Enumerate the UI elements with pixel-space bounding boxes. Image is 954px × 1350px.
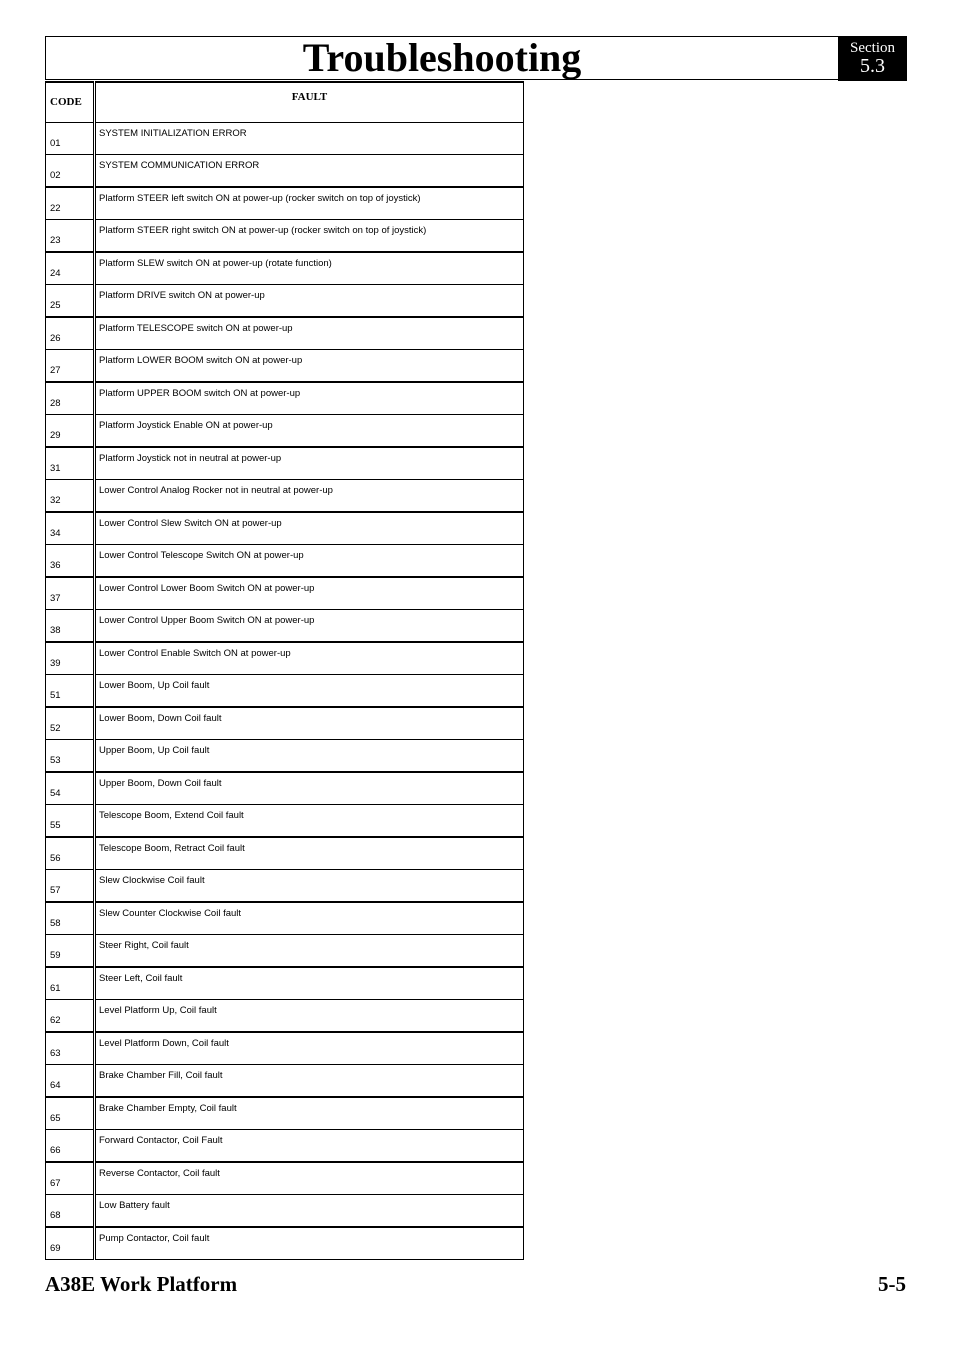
fault-code-cell: 54 (46, 772, 95, 805)
fault-code-cell: 64 (46, 1065, 95, 1098)
fault-description-cell: Platform UPPER BOOM switch ON at power-up (95, 382, 524, 415)
section-number: 5.3 (860, 55, 885, 77)
fault-code-cell: 26 (46, 317, 95, 350)
fault-code-cell: 58 (46, 902, 95, 935)
table-row (46, 837, 524, 870)
fault-description-cell: Brake Chamber Fill, Coil fault (95, 1065, 524, 1098)
fault-code-cell: 02 (46, 155, 95, 188)
fault-description-cell: Platform Joystick Enable ON at power-up (95, 415, 524, 448)
fault-description-cell: Forward Contactor, Coil Fault (95, 1130, 524, 1163)
table-row (46, 545, 524, 578)
fault-description-cell: Upper Boom, Up Coil fault (95, 740, 524, 773)
fault-description-cell: Steer Left, Coil fault (95, 967, 524, 1000)
table-row (46, 317, 524, 350)
fault-code-cell: 39 (46, 642, 95, 675)
fault-table-body (46, 122, 524, 1260)
fault-code-table (45, 81, 524, 1260)
table-row (46, 350, 524, 383)
table-row (46, 187, 524, 220)
table-row (46, 967, 524, 1000)
fault-description-cell: Lower Boom, Up Coil fault (95, 675, 524, 708)
fault-description-cell: Level Platform Down, Coil fault (95, 1032, 524, 1065)
code-column-header: CODE (46, 82, 95, 122)
fault-code-cell: 25 (46, 285, 95, 318)
table-row (46, 382, 524, 415)
fault-code-cell: 65 (46, 1097, 95, 1130)
fault-code-cell: 66 (46, 1130, 95, 1163)
fault-description-cell: Platform SLEW switch ON at power-up (rotate function) (95, 252, 524, 285)
fault-description-cell: Lower Control Telescope Switch ON at power-up (95, 545, 524, 578)
fault-code-cell: 59 (46, 935, 95, 968)
fault-description-cell: Platform STEER left switch ON at power-up (rocker switch on top of joystick) (95, 187, 524, 220)
table-row (46, 675, 524, 708)
fault-description-cell: Lower Control Enable Switch ON at power-up (95, 642, 524, 675)
table-row (46, 772, 524, 805)
table-row (46, 415, 524, 448)
fault-description-cell: Platform Joystick not in neutral at power-up (95, 447, 524, 480)
footer-product-name: A38E Work Platform (45, 1272, 238, 1296)
fault-description-cell: SYSTEM INITIALIZATION ERROR (95, 122, 524, 155)
table-row (46, 480, 524, 513)
fault-code-cell: 36 (46, 545, 95, 578)
table-row (46, 285, 524, 318)
table-row (46, 220, 524, 253)
fault-description-cell: Level Platform Up, Coil fault (95, 1000, 524, 1033)
table-row (46, 577, 524, 610)
fault-description-cell: Lower Control Lower Boom Switch ON at power-up (95, 577, 524, 610)
fault-code-cell: 37 (46, 577, 95, 610)
fault-code-cell: 38 (46, 610, 95, 643)
fault-description-cell: Lower Control Analog Rocker not in neutral at power-up (95, 480, 524, 513)
fault-description-cell: Platform STEER right switch ON at power-up (rocker switch on top of joystick) (95, 220, 524, 253)
table-row (46, 1097, 524, 1130)
footer-page-number: 5-5 (878, 1272, 906, 1296)
fault-description-cell: Telescope Boom, Retract Coil fault (95, 837, 524, 870)
fault-description-cell: Upper Boom, Down Coil fault (95, 772, 524, 805)
table-row (46, 1130, 524, 1163)
fault-code-cell: 51 (46, 675, 95, 708)
fault-code-cell: 23 (46, 220, 95, 253)
section-label: Section (850, 40, 895, 56)
table-row (46, 1162, 524, 1195)
fault-description-cell: Slew Clockwise Coil fault (95, 870, 524, 903)
table-row (46, 642, 524, 675)
fault-description-cell: SYSTEM COMMUNICATION ERROR (95, 155, 524, 188)
fault-code-cell: 24 (46, 252, 95, 285)
fault-code-cell: 28 (46, 382, 95, 415)
fault-code-cell: 63 (46, 1032, 95, 1065)
table-row (46, 902, 524, 935)
fault-description-cell: Platform LOWER BOOM switch ON at power-up (95, 350, 524, 383)
table-row (46, 1000, 524, 1033)
fault-description-cell: Lower Boom, Down Coil fault (95, 707, 524, 740)
table-row (46, 805, 524, 838)
fault-code-cell: 53 (46, 740, 95, 773)
table-row (46, 707, 524, 740)
fault-code-cell: 69 (46, 1227, 95, 1260)
fault-code-cell: 31 (46, 447, 95, 480)
fault-description-cell: Platform TELESCOPE switch ON at power-up (95, 317, 524, 350)
table-row (46, 252, 524, 285)
table-row (46, 122, 524, 155)
table-row (46, 740, 524, 773)
fault-description-cell: Lower Control Upper Boom Switch ON at power-up (95, 610, 524, 643)
fault-description-cell: Reverse Contactor, Coil fault (95, 1162, 524, 1195)
fault-code-cell: 27 (46, 350, 95, 383)
page-title: Troubleshooting (45, 36, 838, 80)
fault-code-cell: 52 (46, 707, 95, 740)
fault-code-cell: 29 (46, 415, 95, 448)
table-row (46, 1065, 524, 1098)
table-header-row (46, 82, 524, 122)
fault-code-cell: 62 (46, 1000, 95, 1033)
fault-code-cell: 57 (46, 870, 95, 903)
fault-code-cell: 01 (46, 122, 95, 155)
table-row (46, 1195, 524, 1228)
table-row (46, 870, 524, 903)
fault-code-cell: 61 (46, 967, 95, 1000)
fault-column-header: FAULT (95, 82, 524, 122)
table-row (46, 1227, 524, 1260)
table-row (46, 610, 524, 643)
table-row (46, 1032, 524, 1065)
fault-description-cell: Slew Counter Clockwise Coil fault (95, 902, 524, 935)
fault-code-cell: 68 (46, 1195, 95, 1228)
fault-description-cell: Steer Right, Coil fault (95, 935, 524, 968)
fault-code-cell: 55 (46, 805, 95, 838)
fault-code-cell: 32 (46, 480, 95, 513)
table-row (46, 512, 524, 545)
fault-description-cell: Platform DRIVE switch ON at power-up (95, 285, 524, 318)
table-row (46, 935, 524, 968)
fault-description-cell: Telescope Boom, Extend Coil fault (95, 805, 524, 838)
fault-code-cell: 34 (46, 512, 95, 545)
fault-code-cell: 67 (46, 1162, 95, 1195)
fault-description-cell: Low Battery fault (95, 1195, 524, 1228)
section-badge (838, 36, 907, 81)
fault-code-cell: 22 (46, 187, 95, 220)
fault-description-cell: Lower Control Slew Switch ON at power-up (95, 512, 524, 545)
fault-description-cell: Brake Chamber Empty, Coil fault (95, 1097, 524, 1130)
fault-description-cell: Pump Contactor, Coil fault (95, 1227, 524, 1260)
table-row (46, 155, 524, 188)
table-row (46, 447, 524, 480)
fault-code-cell: 56 (46, 837, 95, 870)
